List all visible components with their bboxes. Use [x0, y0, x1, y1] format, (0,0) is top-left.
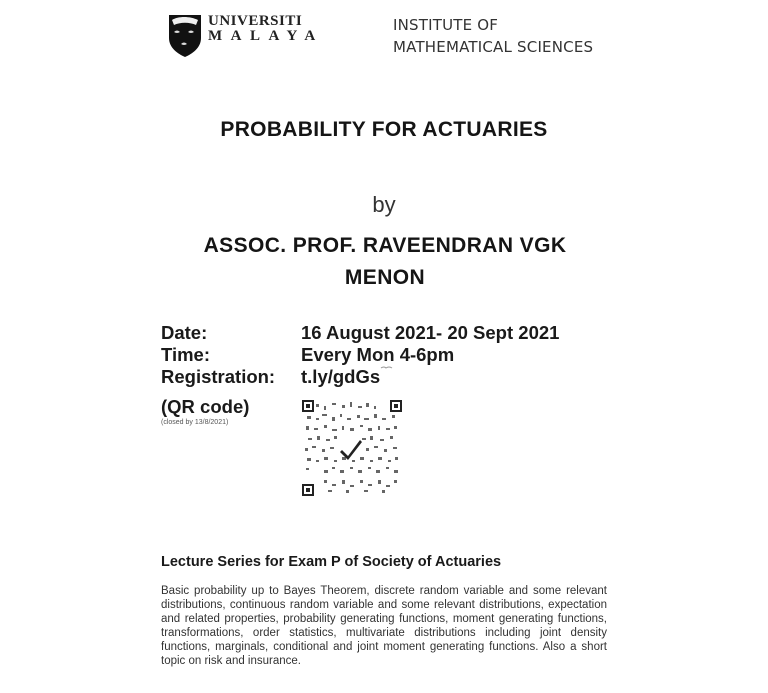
registration-link[interactable]: t.ly/gdGs	[301, 366, 381, 387]
institute-name	[393, 14, 593, 58]
detail-row-time	[161, 344, 559, 366]
detail-row-registration	[161, 366, 559, 388]
detail-value: 16 August 2021- 20 Sept 2021	[301, 322, 560, 343]
qr-code-note: (closed by 13/8/2021)	[161, 419, 229, 426]
institute-line1: INSTITUTE OF	[393, 16, 499, 34]
lecture-description: Basic probability up to Bayes Theorem, discrete random variable and some relevant distributions, continuous random variable and some relevant distributions, expectation and related properties, probability generating functions, moment generating functions, transformations, order statistics, multivariate distributions including joint density functions, marginals, conditional and joint moment generating functions. Also a short topic on risk and insurance.	[161, 585, 607, 667]
pen-mark-icon	[380, 365, 394, 369]
qr-code-label: (QR code)	[161, 396, 250, 417]
by-text: by	[372, 192, 396, 217]
detail-label: Registration:	[161, 366, 276, 387]
university-name	[208, 14, 324, 44]
university-shield-logo-icon	[168, 14, 202, 58]
detail-label: Time:	[161, 344, 211, 365]
university-name-line1: UNIVERSITI	[208, 13, 303, 29]
lecture-series-heading: Lecture Series for Exam P of Society of Actuaries	[161, 554, 502, 570]
institute-line2: MATHEMATICAL SCIENCES	[393, 38, 594, 56]
author-name	[150, 230, 620, 294]
course-title: PROBABILITY FOR ACTUARIES	[220, 118, 548, 141]
author-line2: MENON	[344, 266, 426, 289]
event-details	[161, 322, 559, 388]
author-line1: ASSOC. PROF. RAVEENDRAN VGK	[203, 234, 567, 257]
qr-code-icon[interactable]	[302, 400, 402, 496]
detail-label: Date:	[161, 322, 208, 343]
university-name-line2: MALAYA	[208, 28, 324, 44]
detail-value: Every Mon 4-6pm	[301, 344, 455, 365]
detail-row-date	[161, 322, 559, 344]
